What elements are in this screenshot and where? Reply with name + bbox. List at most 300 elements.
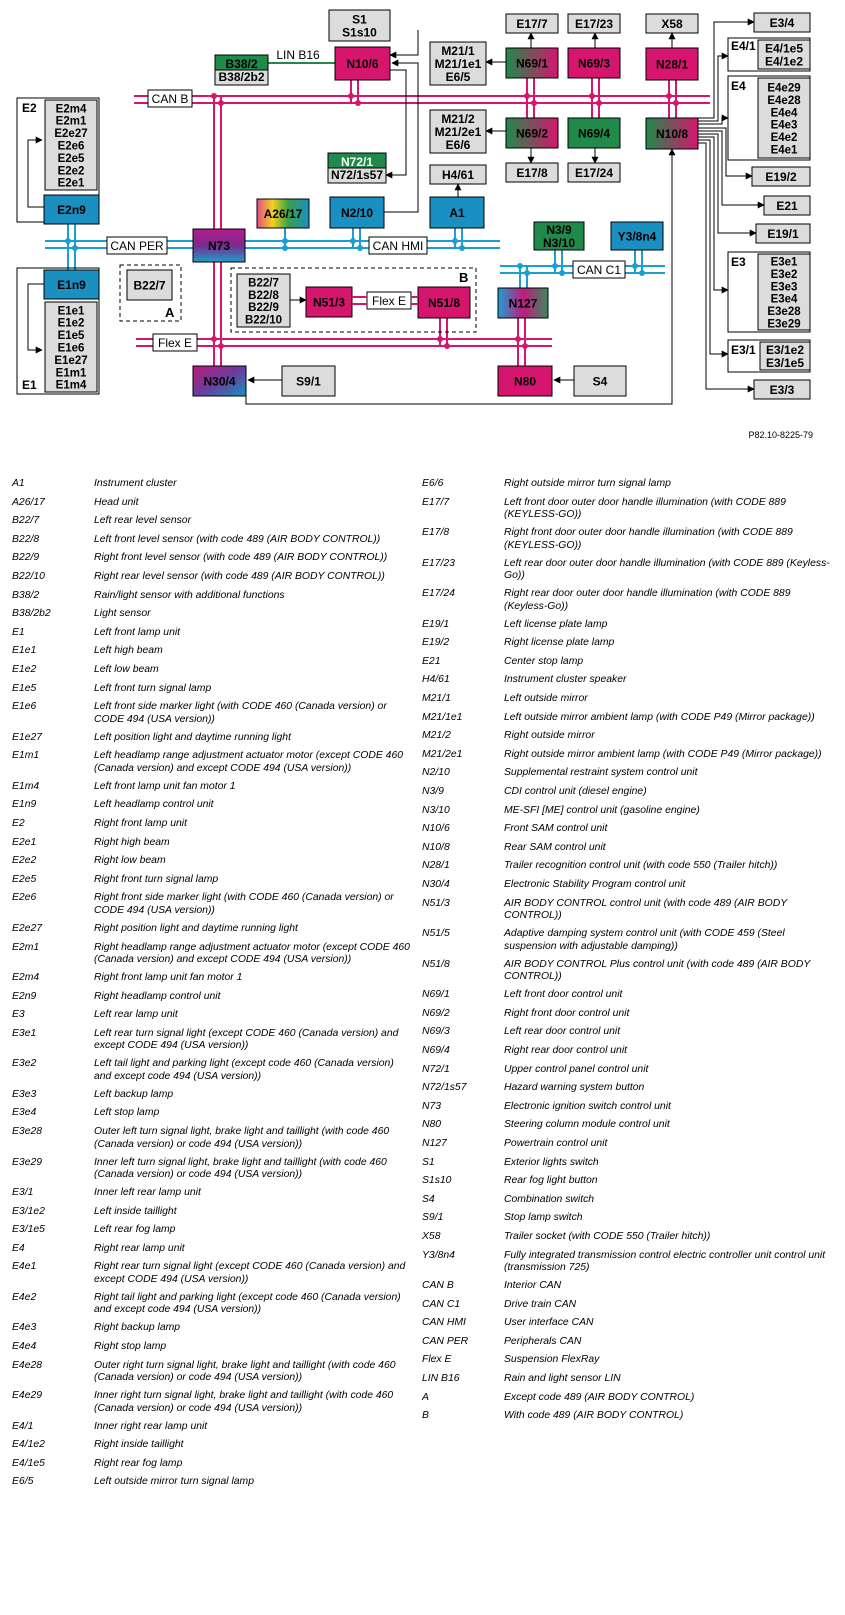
- legend-code: N69/3: [422, 1026, 450, 1038]
- legend-description: Left rear turn signal light (except CODE 460 (Canada version) and except CODE 494 (USA version)): [94, 1027, 399, 1052]
- node-b22-7: [127, 270, 172, 300]
- legend-code: E19/2: [422, 637, 450, 649]
- legend-code: E4e28: [12, 1359, 43, 1371]
- node-text: S4: [592, 374, 608, 389]
- legend-code: CAN B: [422, 1280, 454, 1291]
- legend-code: H4/61: [422, 674, 450, 686]
- legend-code: S1: [422, 1156, 435, 1168]
- legend-description: Left front door control unit: [504, 989, 623, 1001]
- legend-description: AIR BODY CONTROL Plus control unit (with code 489 (AIR BODY CONTROL)): [504, 958, 811, 983]
- legend-code: E4e1: [12, 1261, 37, 1273]
- legend-code: CAN C1: [422, 1298, 461, 1310]
- legend-description: Right tail light and parking light (except code 460 (Canada version) and except code 494 (USA version)): [94, 1291, 401, 1316]
- node-text: X58: [661, 17, 683, 31]
- node-text: E17/8: [516, 166, 548, 180]
- legend-code: E3e2: [12, 1058, 37, 1070]
- legend-code: B: [422, 1410, 429, 1422]
- group-a-label: A: [165, 305, 175, 320]
- node-text: S9/1: [296, 374, 321, 389]
- node-e1n9: [44, 270, 99, 299]
- node-text: N72/1s57: [330, 168, 384, 182]
- legend-code: B38/2b2: [12, 608, 51, 620]
- legend-description: Right stop lamp: [94, 1341, 167, 1352]
- group-b-label: B: [459, 270, 469, 285]
- legend-code: E4e29: [12, 1390, 43, 1402]
- node-text: B22/8: [248, 289, 279, 302]
- legend-description: Right rear level sensor (with code 489 (AIR BODY CONTROL)): [94, 571, 385, 582]
- legend-description: Right rear door outer door handle illumination (with CODE 889 (Keyless-Go)): [504, 588, 791, 612]
- node-m21-2: [430, 110, 486, 153]
- legend-code: E2m1: [12, 941, 40, 953]
- node-n10-6: [335, 47, 390, 80]
- legend-description: Left front side marker light (with CODE 460 (Canada version) or CODE 494 (USA version)): [94, 701, 387, 725]
- legend-code: N69/1: [422, 989, 450, 1001]
- legend-code: B22/9: [12, 552, 40, 564]
- legend-code: E4/1e2: [12, 1439, 45, 1451]
- legend-code: Y3/8n4: [422, 1249, 455, 1261]
- node-text: E2e5: [57, 152, 85, 165]
- node-text: N10/6: [346, 57, 379, 71]
- node-text: Y3/8n4: [617, 229, 657, 244]
- node-text: E4e2: [770, 132, 798, 145]
- node-text: N28/1: [655, 57, 689, 72]
- legend-description: Left rear door control unit: [504, 1026, 621, 1038]
- node-text: E3/4: [769, 16, 795, 30]
- node-text: N51/8: [427, 296, 461, 310]
- legend-code: M21/1e1: [422, 711, 463, 723]
- node-text: B22/7: [133, 278, 166, 293]
- legend-code: E4e4: [12, 1341, 37, 1352]
- legend-description: CDI control unit (diesel engine): [504, 786, 647, 797]
- legend-code: B22/10: [12, 571, 45, 582]
- node-n10-8: [646, 118, 698, 149]
- node-text: E6/5: [445, 70, 471, 84]
- legend-description: Left outside mirror: [504, 693, 588, 704]
- legend-code: E3/1e2: [12, 1205, 45, 1217]
- legend-code: B22/8: [12, 533, 40, 545]
- node-text: E19/2: [765, 170, 797, 184]
- legend-description: Left rear level sensor: [94, 515, 192, 527]
- node-e21: [764, 196, 810, 215]
- legend-code: E1e1: [12, 645, 37, 657]
- node-n2-10: [330, 197, 384, 228]
- legend-description: Stop lamp switch: [504, 1212, 583, 1224]
- legend-description: Inner right turn signal light, brake light and taillight (with code 460 (Canada version) or code 494 (USA version)): [94, 1390, 394, 1414]
- node-text: E2e6: [57, 140, 85, 153]
- legend-code: E2e6: [12, 892, 37, 904]
- legend-description: Powertrain control unit: [504, 1137, 608, 1149]
- legend-code: B38/2: [12, 589, 40, 601]
- legend-code: E1e5: [12, 682, 37, 694]
- legend-code: E4: [12, 1242, 25, 1254]
- node-text: E2e1: [57, 177, 85, 190]
- node-e17-23: [568, 14, 620, 33]
- legend-code: E3e29: [12, 1156, 43, 1168]
- node-e2-label: [22, 101, 37, 115]
- legend-code: N127: [422, 1137, 447, 1149]
- node-n72-1: [328, 153, 386, 183]
- legend-description: Head unit: [94, 496, 139, 508]
- node-e3: [758, 254, 810, 331]
- legend-description: Front SAM control unit: [504, 823, 608, 835]
- svg-text:CAN C1: CAN C1: [576, 263, 622, 277]
- node-text: N73: [207, 239, 231, 253]
- legend-code: N72/1: [422, 1063, 450, 1075]
- legend-code: N51/5: [422, 928, 450, 940]
- legend-description: AIR BODY CONTROL control unit (with code 489 (AIR BODY CONTROL)): [504, 897, 787, 922]
- legend-description: Instrument cluster speaker: [504, 674, 627, 686]
- legend-description: Left high beam: [94, 645, 163, 657]
- legend-code: E1e6: [12, 701, 37, 713]
- node-text: E3/1e2: [765, 343, 805, 357]
- legend-description: Electronic Stability Program control unit: [504, 879, 686, 890]
- legend-code: E1e2: [12, 664, 37, 675]
- legend-description: Right high beam: [94, 836, 170, 848]
- legend-description: Left rear lamp unit: [94, 1009, 178, 1021]
- legend-code: N69/2: [422, 1007, 450, 1019]
- legend-description: Adaptive damping system control unit (with CODE 459 (Steel suspension with adjustable damping)): [504, 928, 785, 952]
- svg-text:CAN B: CAN B: [151, 92, 189, 106]
- legend-description: Right outside mirror: [504, 730, 595, 742]
- legend-code: N72/1s57: [422, 1082, 467, 1094]
- node-text: E2m4: [55, 103, 87, 116]
- legend-code: E3e28: [12, 1126, 43, 1137]
- node-n69-3: [568, 48, 620, 78]
- node-text: A1: [449, 206, 465, 220]
- node-text: E3e29: [767, 318, 801, 331]
- node-e3-1-label: [731, 343, 756, 357]
- node-text: E4e29: [767, 82, 801, 95]
- legend-code: N2/10: [422, 767, 450, 779]
- node-n73: [193, 229, 245, 262]
- legend-code: N73: [422, 1100, 442, 1112]
- legend-code: E4/1: [12, 1420, 34, 1432]
- node-text: E4e3: [770, 119, 798, 132]
- node-text: E21: [776, 199, 798, 213]
- legend-code: E19/1: [422, 618, 450, 630]
- legend-code: E3/1e5: [12, 1224, 45, 1236]
- node-text: N69/1: [515, 56, 549, 71]
- legend-description: Instrument cluster: [94, 478, 177, 489]
- node-text: M21/2: [441, 112, 475, 126]
- legend-description: Exterior lights switch: [504, 1156, 599, 1168]
- legend-code: E1e27: [12, 731, 43, 743]
- node-text: E1e27: [54, 354, 88, 367]
- legend-code: N30/4: [422, 879, 450, 890]
- svg-text:CAN PER: CAN PER: [110, 239, 164, 253]
- legend-code: E2e27: [12, 922, 43, 934]
- legend-description: Hazard warning system button: [504, 1082, 645, 1094]
- node-text: E17/24: [574, 166, 614, 180]
- node-e17-24: [568, 163, 620, 182]
- node-text: E19/1: [767, 227, 799, 241]
- legend-code: E6/6: [422, 478, 444, 489]
- node-n30-4: [193, 366, 246, 396]
- legend-description: Inner left rear lamp unit: [94, 1187, 201, 1198]
- legend-description: Upper control panel control unit: [504, 1063, 649, 1075]
- legend-code: E1m1: [12, 750, 40, 762]
- legend-description: Left stop lamp: [94, 1107, 160, 1119]
- legend-description: Left front turn signal lamp: [94, 682, 212, 694]
- legend-description: Center stop lamp: [504, 655, 584, 667]
- legend-description: Left tail light and parking light (except code 460 (Canada version) and except code 494 (USA version)): [94, 1058, 394, 1082]
- node-text: B22/7: [248, 277, 279, 290]
- node-b22-group: [237, 274, 290, 327]
- node-text: N3/10: [542, 236, 576, 250]
- node-y3-8n4: [611, 222, 663, 250]
- legend-code: E2: [12, 818, 25, 829]
- legend-code: N3/10: [422, 804, 450, 816]
- legend-code: E2e1: [12, 836, 37, 848]
- legend-description: Left rear fog lamp: [94, 1224, 176, 1236]
- node-text: E1m4: [55, 379, 87, 392]
- legend-description: Supplemental restraint system control unit: [504, 767, 698, 779]
- node-n80: [498, 366, 552, 396]
- legend-description: Right backup lamp: [94, 1322, 181, 1334]
- legend-code: B22/7: [12, 515, 40, 527]
- legend-description: User interface CAN: [504, 1317, 594, 1329]
- node-text: N72/1: [340, 155, 374, 169]
- node-e4-label: [731, 79, 746, 93]
- node-text: N51/3: [312, 295, 346, 310]
- node-text: E1e1: [57, 305, 85, 318]
- node-text: N30/4: [203, 374, 236, 389]
- legend-code: N80: [422, 1119, 442, 1131]
- node-text: E4e28: [767, 94, 801, 107]
- legend-description: Left low beam: [94, 664, 159, 675]
- legend-description: Right headlamp range adjustment actuator motor (except CODE 460 (Canada version) and except CODE 494 (USA version)): [94, 941, 410, 965]
- legend-description: Right front level sensor (with code 489 (AIR BODY CONTROL)): [94, 552, 388, 564]
- node-n69-1: [506, 48, 558, 78]
- legend-code: N51/8: [422, 958, 450, 970]
- legend-description: Right position light and daytime running light: [94, 922, 298, 934]
- node-e2: [45, 100, 97, 190]
- legend-description: Right rear turn signal light (except CODE 460 (Canada version) and except CODE 494 (USA version)): [94, 1261, 406, 1285]
- node-text: E3e3: [770, 281, 798, 294]
- legend-description: Trailer socket (with CODE 550 (Trailer hitch)): [504, 1230, 711, 1242]
- legend-description: Except code 489 (AIR BODY CONTROL): [504, 1391, 695, 1403]
- legend-code: N10/6: [422, 823, 450, 835]
- legend-description: Left front lamp unit: [94, 626, 181, 638]
- legend-description: Right rear fog lamp: [94, 1457, 183, 1469]
- node-text: E3e28: [767, 306, 801, 319]
- node-e4-1: [758, 40, 810, 69]
- node-text: E1e6: [57, 342, 85, 355]
- node-e3-1: [760, 342, 810, 370]
- node-e19-2: [752, 167, 810, 186]
- node-text: N69/2: [515, 126, 549, 141]
- legend-description: Outer left turn signal light, brake light and taillight (with code 460 (Canada version) or code 494 (USA version)): [94, 1126, 390, 1150]
- node-text: S1s10: [342, 25, 377, 40]
- node-h4-61: [430, 165, 486, 184]
- legend-code: N3/9: [422, 786, 444, 797]
- legend-description: Right low beam: [94, 855, 166, 867]
- node-text: A26/17: [263, 207, 303, 221]
- legend-description: Inner right rear lamp unit: [94, 1420, 208, 1432]
- legend-description: Right headlamp control unit: [94, 990, 221, 1002]
- node-n69-2: [506, 118, 558, 148]
- flex-e-bus: [136, 339, 552, 346]
- legend-code: M21/1: [422, 693, 451, 704]
- node-n69-4: [568, 118, 620, 148]
- node-text: E1n9: [57, 278, 86, 292]
- legend-code: A: [422, 1391, 429, 1403]
- node-text: M21/2e1: [434, 125, 482, 139]
- legend-description: Outer right turn signal light, brake light and taillight (with code 460 (Canada version) or code 494 (USA version)): [94, 1359, 396, 1384]
- node-text: E4: [731, 79, 746, 93]
- node-text: E3e4: [770, 293, 798, 306]
- legend-description: Left inside taillight: [94, 1205, 177, 1217]
- node-s9-1: [282, 366, 335, 396]
- legend-code: N28/1: [422, 860, 450, 872]
- legend-description: Right front lamp unit fan motor 1: [94, 972, 243, 983]
- legend-description: Rain and light sensor LIN: [504, 1373, 621, 1384]
- node-e17-8: [506, 163, 558, 182]
- node-text: H4/61: [441, 168, 475, 182]
- legend-code: E4/1e5: [12, 1457, 45, 1469]
- legend-description: With code 489 (AIR BODY CONTROL): [504, 1410, 684, 1422]
- node-e3-label: [731, 255, 746, 269]
- legend-description: Right outside mirror turn signal lamp: [504, 478, 671, 489]
- legend-code: E2e5: [12, 873, 37, 885]
- legend-code: E3e3: [12, 1088, 37, 1100]
- legend-code: N51/3: [422, 897, 450, 909]
- legend-code: E3e1: [12, 1027, 37, 1039]
- node-text: B22/10: [244, 314, 283, 327]
- legend-description: Left front level sensor (with code 489 (AIR BODY CONTROL)): [94, 533, 381, 545]
- node-text: E2: [22, 101, 37, 115]
- node-text: E4/1e2: [764, 54, 804, 69]
- legend-description: Right front side marker light (with CODE 460 (Canada version) or CODE 494 (USA version)): [94, 892, 394, 916]
- legend-code: E2n9: [12, 990, 37, 1002]
- legend-description: Fully integrated transmission control electric controller unit control unit (transmission 725): [504, 1249, 826, 1273]
- node-e4-1-label: [731, 39, 756, 53]
- node-text: N127: [508, 296, 538, 311]
- node-e3-3: [754, 380, 810, 399]
- node-s1: [329, 10, 390, 41]
- legend-description: Right front door control unit: [504, 1007, 630, 1019]
- node-text: E17/7: [516, 17, 548, 31]
- legend-description: Combination switch: [504, 1193, 595, 1205]
- node-text: E4e1: [770, 144, 798, 157]
- node-text: B22/9: [248, 302, 279, 315]
- node-a1: [430, 197, 484, 228]
- legend-code: E17/23: [422, 557, 455, 569]
- legend-description: Left backup lamp: [94, 1088, 174, 1100]
- node-text: N69/3: [577, 56, 611, 71]
- node-text: E1e5: [57, 330, 85, 343]
- legend-description: Light sensor: [94, 608, 151, 620]
- legend-description: Left headlamp control unit: [94, 799, 214, 811]
- node-text: E2n9: [57, 203, 86, 217]
- legend-code: E3e4: [12, 1107, 37, 1119]
- legend-code: E3: [12, 1009, 25, 1021]
- node-text: N80: [513, 374, 537, 389]
- node-m21-1: [430, 42, 486, 85]
- node-text: E17/23: [574, 17, 614, 31]
- node-text: N10/8: [655, 127, 689, 141]
- legend-code: N10/8: [422, 841, 450, 853]
- node-e1-label: [22, 378, 37, 392]
- node-n3-9: [534, 222, 584, 250]
- legend-code: E2m4: [12, 972, 40, 983]
- legend-code: A1: [12, 478, 25, 489]
- node-text: E3e1: [770, 256, 798, 269]
- legend-description: ME-SFI [ME] control unit (gasoline engine): [504, 804, 700, 816]
- legend-description: Rain/light sensor with additional functions: [94, 589, 285, 601]
- legend-code: CAN PER: [422, 1335, 469, 1347]
- node-a26-17: [257, 199, 309, 228]
- node-text: E1m1: [55, 367, 87, 380]
- legend-code: E6/5: [12, 1476, 34, 1488]
- legend-description: Right license plate lamp: [504, 637, 615, 649]
- node-n28-1: [646, 48, 698, 80]
- network-diagram: [0, 0, 845, 430]
- node-text: E3e2: [770, 268, 798, 281]
- legend-code: S4: [422, 1193, 435, 1205]
- legend-code: M21/2e1: [422, 748, 463, 760]
- svg-text:CAN HMI: CAN HMI: [372, 239, 424, 253]
- legend-description: Inner left turn signal light, brake light and taillight (with code 460 (Canada version) or code 494 (USA version)): [94, 1156, 387, 1180]
- node-text: M21/1: [441, 44, 475, 58]
- node-text: E4/1e5: [764, 41, 804, 56]
- node-text: E3/1: [731, 343, 756, 357]
- legend-description: Drive train CAN: [504, 1298, 577, 1310]
- svg-text:LIN B16: LIN B16: [276, 48, 320, 62]
- legend-code: E17/24: [422, 588, 455, 600]
- legend-description: Right inside taillight: [94, 1439, 184, 1451]
- node-text: B38/2b2: [218, 70, 265, 84]
- legend-code: Flex E: [422, 1354, 452, 1366]
- node-n51-8: [418, 287, 470, 318]
- legend-description: Steering column module control unit: [504, 1119, 670, 1131]
- legend-code: E2e2: [12, 855, 37, 867]
- legend-description: Right outside mirror ambient lamp (with CODE P49 (Mirror package)): [504, 748, 822, 760]
- legend-code: E1m4: [12, 780, 40, 792]
- node-text: E3/3: [769, 383, 795, 397]
- legend-description: Left license plate lamp: [504, 618, 608, 630]
- legend-description: Trailer recognition control unit (with code 550 (Trailer hitch)): [504, 860, 778, 872]
- legend-code: CAN HMI: [422, 1317, 466, 1329]
- node-n127: [498, 288, 548, 318]
- legend-description: Interior CAN: [504, 1280, 562, 1291]
- diagram-reference: P82.10-8225-79: [748, 430, 813, 440]
- node-text: N3/9: [546, 223, 572, 237]
- node-text: N69/4: [577, 126, 611, 141]
- node-text: E2m1: [55, 115, 87, 128]
- node-e19-1: [756, 224, 810, 243]
- legend-code: E1: [12, 626, 25, 638]
- node-e2n9: [44, 195, 99, 224]
- legend-code: E4e3: [12, 1322, 37, 1334]
- legend-description: Rear fog light button: [504, 1175, 598, 1187]
- node-text: E1e2: [57, 317, 85, 330]
- node-n51-3: [306, 287, 352, 317]
- legend-code: E3/1: [12, 1187, 34, 1198]
- legend-description: Right front door outer door handle illumination (with CODE 889 (KEYLESS-GO)): [504, 527, 793, 551]
- legend-code: E4e2: [12, 1291, 37, 1303]
- node-text: S1: [352, 12, 367, 27]
- legend-description: Left rear door outer door handle illumination (with CODE 889 (Keyless-Go)): [504, 557, 830, 582]
- legend-code: X58: [422, 1230, 441, 1242]
- node-text: E4e4: [770, 107, 798, 120]
- legend-code: N69/4: [422, 1044, 450, 1056]
- legend-code: M21/2: [422, 730, 451, 742]
- node-text: E6/6: [445, 138, 471, 152]
- legend-code: S1s10: [422, 1175, 452, 1187]
- legend-description: Left outside mirror ambient lamp (with CODE P49 (Mirror package)): [504, 711, 815, 723]
- legend-description: Left front door outer door handle illumination (with CODE 889 (KEYLESS-GO)): [504, 496, 786, 521]
